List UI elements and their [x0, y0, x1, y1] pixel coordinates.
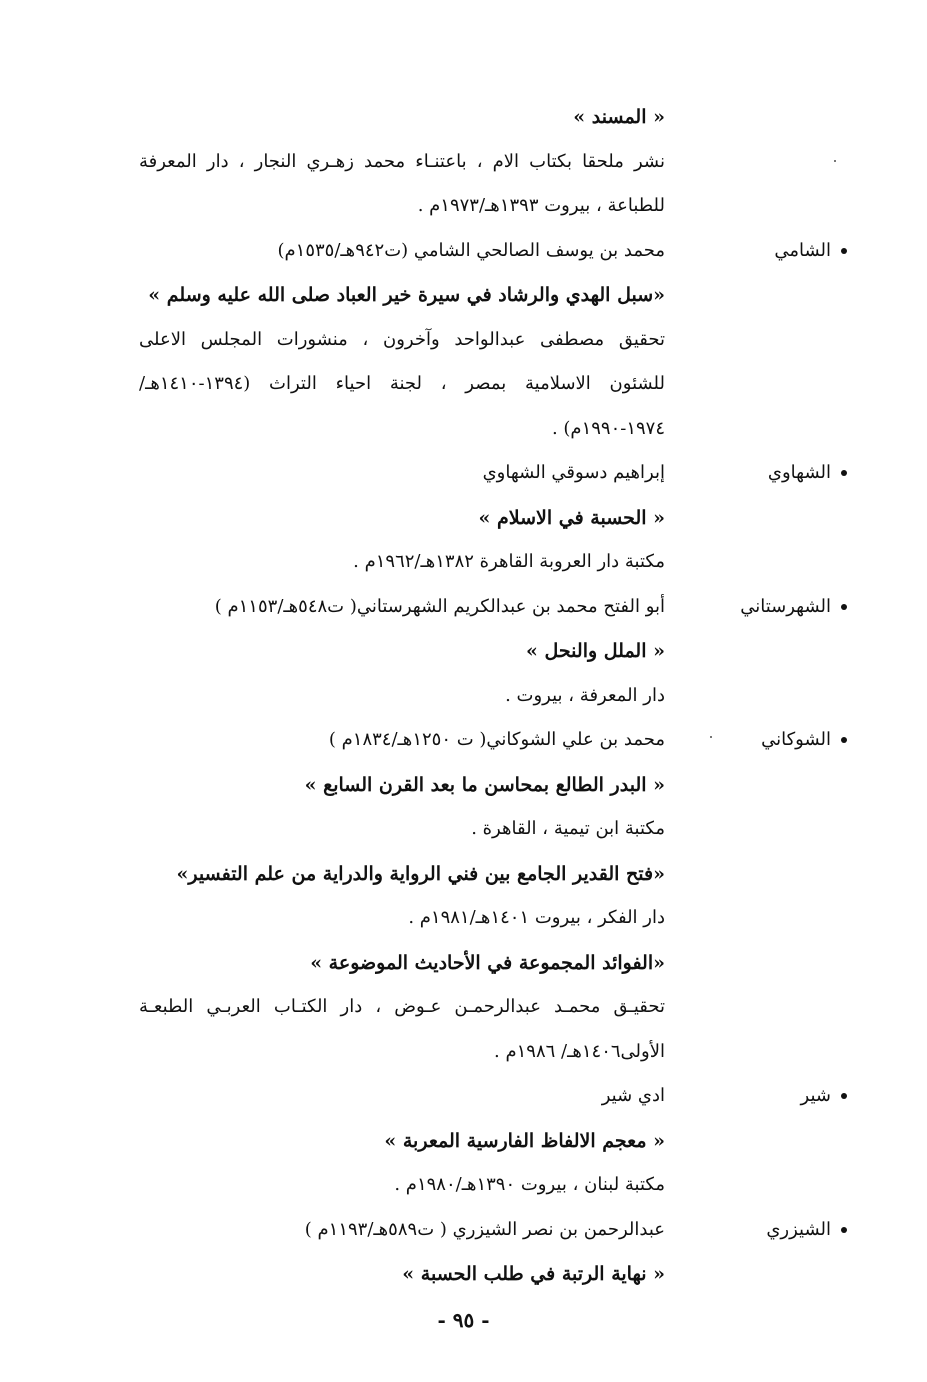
- entry-line: [0, 141, 927, 183]
- entry-line: [0, 1031, 927, 1073]
- entry-line: [0, 897, 927, 939]
- entry-text: محمد بن يوسف الصالحي الشامي (ت٩٤٢هـ/١٥٣٥م): [277, 240, 665, 261]
- entry-text: مكتبة لبنان ، بيروت ١٣٩٠هـ/١٩٨٠م .: [394, 1174, 665, 1195]
- author-label: [682, 719, 847, 761]
- entry-line: [0, 497, 927, 539]
- book-title: « الملل والنحل »: [526, 640, 665, 662]
- book-title: « معجم الالفاظ الفارسية المعربة »: [384, 1130, 665, 1152]
- bullet-icon: [841, 1093, 847, 1099]
- book-title: «سبل الهدي والرشاد في سيرة خير العباد صلى الله عليه وسلم »: [148, 284, 665, 306]
- entry-line: [0, 1253, 927, 1295]
- bullet-icon: [841, 248, 847, 254]
- entry-line: [0, 452, 927, 494]
- entry-text: للشئون الاسلامية بمصر ، لجنة احياء التراث (١٣٩٤-١٤١٠هـ/: [139, 373, 665, 394]
- entry-line: [0, 363, 927, 405]
- entry-line: [0, 274, 927, 316]
- entry-text: ادي شير: [601, 1085, 665, 1106]
- book-title: «الفوائد المجموعة في الأحاديث الموضوعة »: [310, 952, 665, 974]
- entry-text: دار الفكر ، بيروت ١٤٠١هـ/١٩٨١م .: [408, 907, 665, 928]
- bullet-icon: [841, 737, 847, 743]
- entry-line: [0, 1164, 927, 1206]
- entry-line: [0, 1075, 927, 1117]
- bullet-icon: [841, 604, 847, 610]
- entry-line: [0, 808, 927, 850]
- author-label: [682, 1209, 847, 1251]
- author-name: الشهرستاني: [740, 596, 831, 617]
- entry-text: مكتبة دار العروبة القاهرة ١٣٨٢هـ/١٩٦٢م .: [353, 551, 665, 572]
- entry-line: [0, 408, 927, 450]
- entry-line: [0, 675, 927, 717]
- entry-text: نشر ملحقا بكتاب الام ، باعتنـاء محمد زهـري النجار ، دار المعرفة: [139, 151, 665, 172]
- book-title: «فتح القدير الجامع بين فني الرواية والدراية من علم التفسير»: [176, 863, 665, 885]
- author-name: الشيزري: [766, 1219, 831, 1240]
- entry-text: للطباعة ، بيروت ١٣٩٣هـ/١٩٧٣م .: [417, 195, 665, 216]
- entry-text: إبراهيم دسوقي الشهاوي: [482, 462, 665, 483]
- entry-text: الأولى١٤٠٦هـ/ ١٩٨٦م .: [494, 1041, 665, 1062]
- author-label: [682, 586, 847, 628]
- entry-line: [0, 586, 927, 628]
- entry-text: ١٩٧٤-١٩٩٠م) .: [551, 418, 665, 439]
- author-label: [682, 1075, 847, 1117]
- book-title: « البدر الطالع بمحاسن ما بعد القرن السابع »: [304, 774, 665, 796]
- entry-text: عبدالرحمن بن نصر الشيزري ( ت٥٨٩هـ/١١٩٣م ): [304, 1219, 665, 1240]
- author-label: [682, 452, 847, 494]
- entry-line: [0, 185, 927, 227]
- author-name: الشهاوي: [767, 462, 831, 483]
- scan-speck: [710, 736, 712, 738]
- entry-line: [0, 319, 927, 361]
- book-title: « الحسبة في الاسلام »: [478, 507, 665, 529]
- bullet-icon: [841, 470, 847, 476]
- entry-text: مكتبة ابن تيمية ، القاهرة .: [471, 818, 665, 839]
- author-name: الشوكاني: [761, 729, 831, 750]
- entry-line: [0, 96, 927, 138]
- entry-line: [0, 541, 927, 583]
- author-name: شير: [800, 1085, 831, 1106]
- author-name: الشامي: [774, 240, 831, 261]
- bullet-icon: [841, 1227, 847, 1233]
- entry-text: أبو الفتح محمد بن عبدالكريم الشهرستاني( ت٥٤٨هـ/١١٥٣م ): [214, 596, 665, 617]
- entry-line: [0, 630, 927, 672]
- scan-speck: [834, 160, 836, 162]
- book-title: « نهاية الرتبة في طلب الحسبة »: [402, 1263, 665, 1285]
- entry-line: [0, 853, 927, 895]
- entry-line: [0, 719, 927, 761]
- entry-text: محمد بن علي الشوكاني( ت ١٢٥٠هـ/١٨٣٤م ): [328, 729, 665, 750]
- entry-text: دار المعرفة ، بيروت .: [505, 685, 665, 706]
- entry-line: [0, 1120, 927, 1162]
- author-label: [682, 230, 847, 272]
- book-title: « المسند »: [573, 106, 665, 128]
- entry-text: تحقيق مصطفى عبدالواحد وآخرون ، منشورات المجلس الاعلى: [139, 329, 665, 350]
- entry-line: [0, 986, 927, 1028]
- entry-line: [0, 1209, 927, 1251]
- entry-text: تحقيـق محمـد عبدالرحمـن عـوض ، دار الكتـاب العربـي الطبعـة: [139, 996, 665, 1017]
- entry-line: [0, 764, 927, 806]
- entry-line: [0, 230, 927, 272]
- entry-line: [0, 942, 927, 984]
- page-number: - ٩٥ -: [437, 1308, 490, 1332]
